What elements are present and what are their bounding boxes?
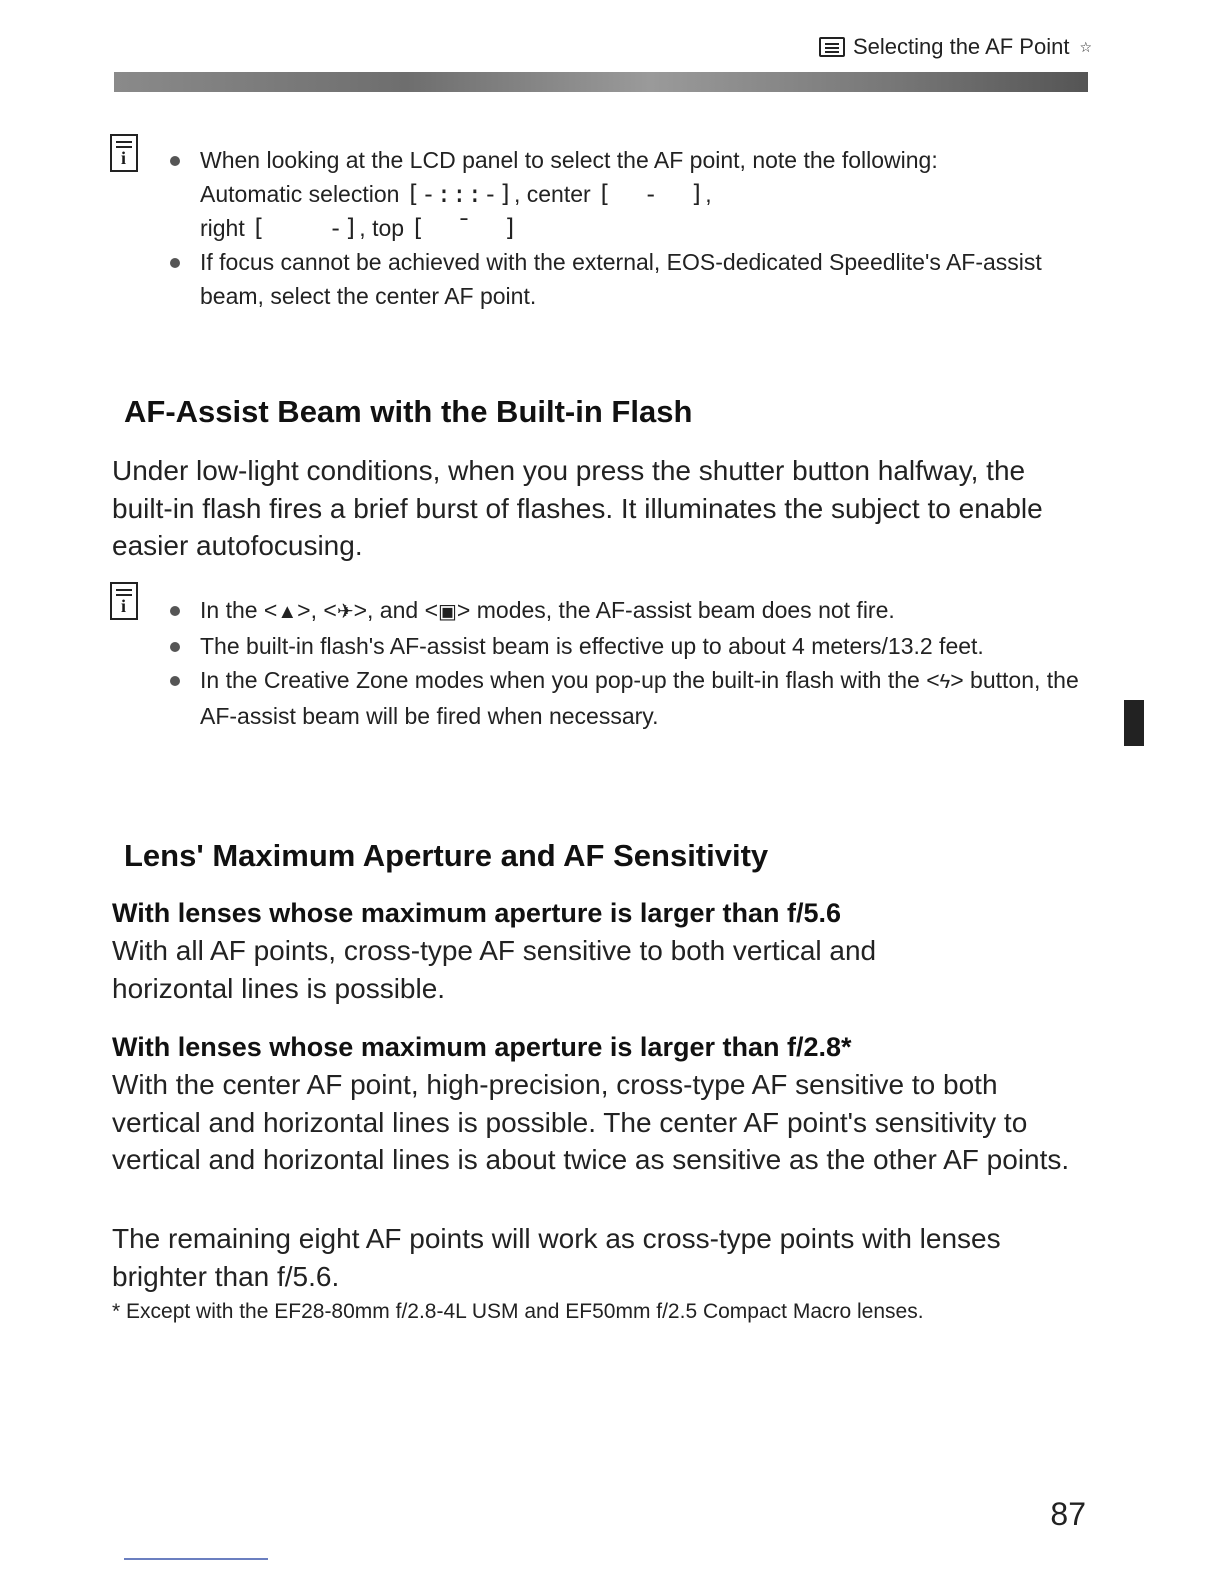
page-number: 87 [1050, 1496, 1086, 1532]
body-f56: With all AF points, cross-type AF sensitive to both vertical and horizontal lines is possible. [112, 935, 877, 1004]
landscape-mode-icon: ▲ [277, 601, 298, 623]
sports-mode-icon: ✈ [336, 601, 354, 623]
list-item: When looking at the LCD panel to select the AF point, note the following: Automatic selection [-:::-], center [ - ], right [ -], top [ ¯ ] [166, 143, 1086, 245]
note-block-2 [110, 582, 138, 620]
subheading-f28: With lenses whose maximum aperture is larger than f/2.8* [112, 1032, 852, 1062]
header-title: Selecting the AF Point [852, 34, 1070, 59]
bottom-rule [124, 1558, 268, 1560]
list-item: In the <▲>, <✈>, and <▣> modes, the AF-assist beam does not fire. [166, 593, 1086, 629]
section-title-af-assist: AF-Assist Beam with the Built-in Flash [124, 394, 693, 429]
note-1-list [166, 143, 1086, 313]
flash-button-icon: ϟ [939, 671, 951, 693]
flash-off-mode-icon: ▣ [438, 601, 457, 623]
section-1-body: Under low-light conditions, when you press the shutter button halfway, the built-in flash fires a brief burst of flashes. It illuminates the subject to enable easier autofocusing. [112, 455, 1043, 561]
lcd-center-symbol: [ - ] [597, 180, 706, 208]
menu-icon [819, 37, 845, 57]
running-header [819, 34, 1092, 60]
note-icon [110, 582, 138, 620]
lcd-top-symbol: [ ¯ ] [410, 214, 519, 242]
body-f28: With the center AF point, high-precision, cross-type AF sensitive to both vertical and horizontal lines is possible. The center AF point's sensitivity to vertical and horizontal lines is about twice as sensitive as the other AF points. [112, 1069, 1070, 1175]
star-icon: ☆ [1079, 38, 1092, 55]
chapter-tab [1124, 700, 1144, 746]
note-2-list [166, 593, 1086, 733]
section-title-aperture: Lens' Maximum Aperture and AF Sensitivity [124, 838, 769, 873]
list-item: In the Creative Zone modes when you pop-up the built-in flash with the <ϟ> button, the AF-assist beam will be fired when necessary. [166, 663, 1086, 733]
lcd-right-symbol: [ -] [251, 214, 360, 242]
body-remaining-points: The remaining eight AF points will work as cross-type points with lenses brighter than f/5.6. [112, 1223, 1001, 1292]
footnote: * Except with the EF28-80mm f/2.8-4L USM and EF50mm f/2.5 Compact Macro lenses. [112, 1300, 924, 1323]
list-item: The built-in flash's AF-assist beam is effective up to about 4 meters/13.2 feet. [166, 629, 1086, 663]
note-icon [110, 134, 138, 172]
header-bar [114, 72, 1088, 92]
lcd-auto-symbol: [-:::-] [405, 180, 514, 208]
list-item: If focus cannot be achieved with the external, EOS-dedicated Speedlite's AF-assist beam, select the center AF point. [166, 245, 1086, 313]
subheading-f56: With lenses whose maximum aperture is larger than f/5.6 [112, 898, 841, 928]
note-block-1 [110, 134, 138, 172]
